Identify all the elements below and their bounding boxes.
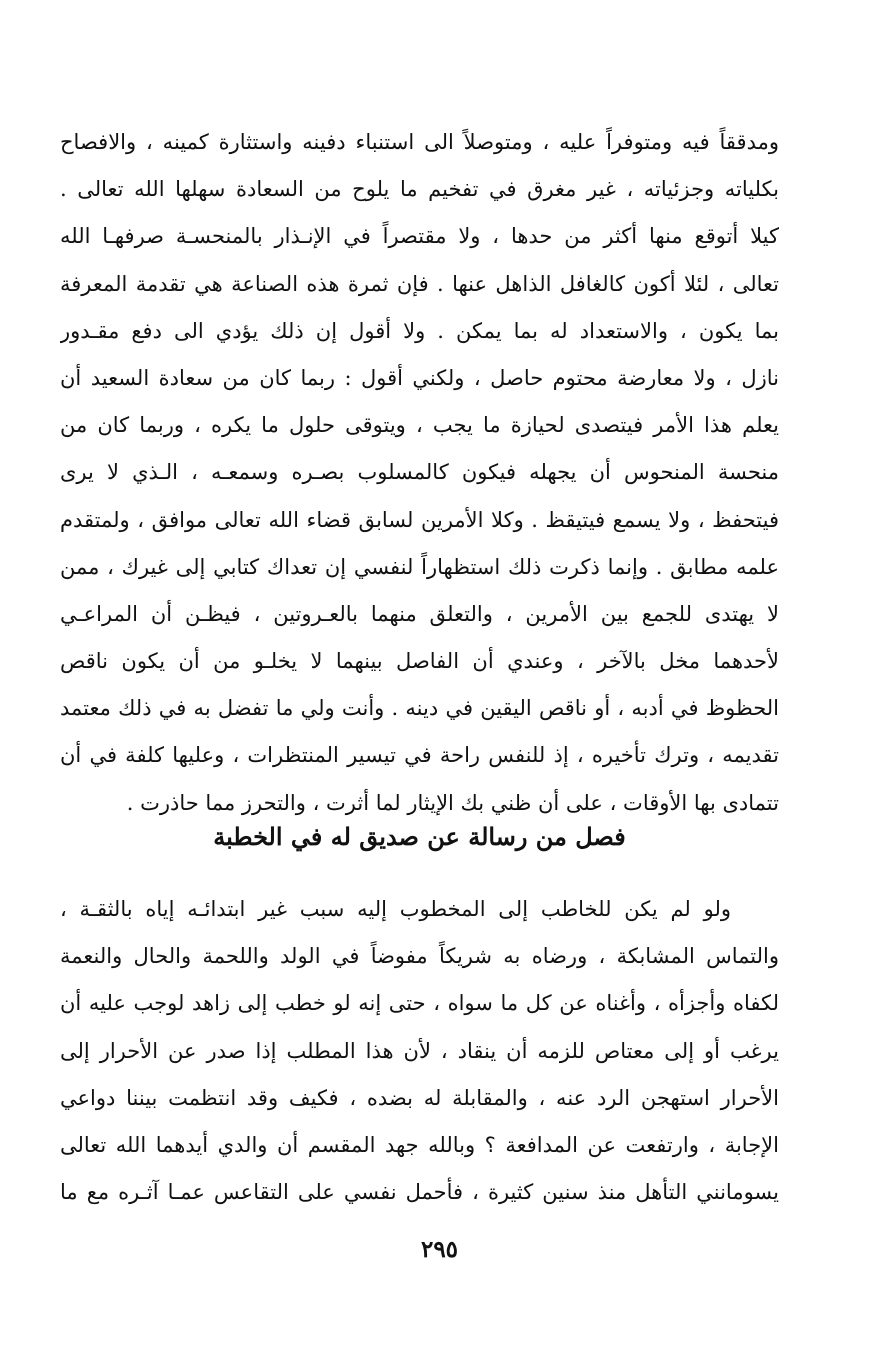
text-line: تعالى ، لئلا أكون كالغافل الذاهل عنها . فإن ثمرة هذه الصناعة هي تقدمة المعرفة [60,271,779,296]
text-line: يرغب أو إلى معتاص للزمه أن ينقاد ، لأن هذا المطلب إذا صدر عن الأحرار إلى [60,1038,779,1063]
text-line: بكلياته وجزئياته ، غير مغرق في تفخيم ما يلوح من السعادة سهلها الله تعالى . [60,177,779,202]
text-line: لأحدهما مخل بالآخر ، وعندي أن الفاصل بينهما لا يخلـو من أن يكون ناقص [60,649,779,674]
text-line: كيلا أتوقع منها أكثر من حدها ، ولا مقتصراً في الإنـذار بالمنحسـة صرفهـا الله [60,224,779,249]
text-line: تقديمه ، وترك تأخيره ، إذ للنفس راحة في تيسير المنتظرات ، وعليها كلفة في أن [60,743,779,768]
text-line: بما يكون ، والاستعداد له بما يمكن . ولا أقول إن ذلك يؤدي الى دفع مقـدور [60,318,779,343]
text-line: تتمادى بها الأوقات ، على أن ظني بك الإيثار لما أثرت ، والتحرز مما حاذرت . [126,790,779,815]
text-line: الحظوظ في أدبه ، أو ناقص اليقين في دينه . وأنت ولي ما تفضل به في ذلك معتمد [60,696,779,721]
text-line: ولو لم يكن للخاطب إلى المخطوب إليه سبب غير ابتدائـه إياه بالثقـة ، [60,897,731,921]
body-paragraph-2 [60,886,779,1216]
text-line: علمه مطابق . وإنما ذكرت ذلك استظهاراً لنفسي إن تعداك كتابي إلى غيرك ، ممن [60,554,779,579]
text-line: فيتحفظ ، ولا يسمع فيتيقظ . وكلا الأمرين لسابق قضاء الله تعالى موافق ، ولمتقدم [60,507,779,532]
page-number: ٢٩٥ [420,1236,459,1263]
text-line: لكفاه وأجزأه ، وأغناه عن كل ما سواه ، حتى إنه لو خطب إلى زاهد لوجب عليه أن [60,991,779,1016]
body-paragraph-1 [60,119,779,827]
text-line: لا يهتدى للجمع بين الأمرين ، والتعلق منهما بالعـروتين ، فيظـن أن المراعـي [60,601,779,626]
text-line: منحسة المنحوس أن يجهله فيكون كالمسلوب بصـره وسمعـه ، الـذي لا يرى [60,460,779,485]
section-heading: فصل من رسالة عن صديق له في الخطبة [213,822,626,851]
text-line: نازل ، ولا معارضة محتوم حاصل ، ولكني أقول : ربما كان من سعادة السعيد أن [60,365,779,390]
text-line: يسومانني التأهل منذ سنين كثيرة ، فأحمل نفسي على التقاعس عمـا آثـره مع ما [60,1180,779,1205]
text-line: الإجابة ، وارتفعت عن المدافعة ؟ وبالله جهد المقسم أن والدي أيدهما الله تعالى [60,1132,779,1157]
text-line: يعلم هذا الأمر فيتصدى لحيازة ما يجب ، ويتوقى حلول ما يكره ، وربما كان من [60,413,779,438]
text-line: ومدققاً فيه ومتوفراً عليه ، ومتوصلاً الى استنباء دفينه واستثارة كمينه ، والافصاح [60,130,779,154]
text-line: الأحرار استهجن الرد عنه ، والمقابلة له بضده ، فكيف وقد انتظمت بيننا دواعي [60,1085,779,1110]
text-line: والتماس المشابكة ، ورضاه به شريكاً مفوضاً في الولد واللحمة والحال والنعمة [60,944,779,969]
